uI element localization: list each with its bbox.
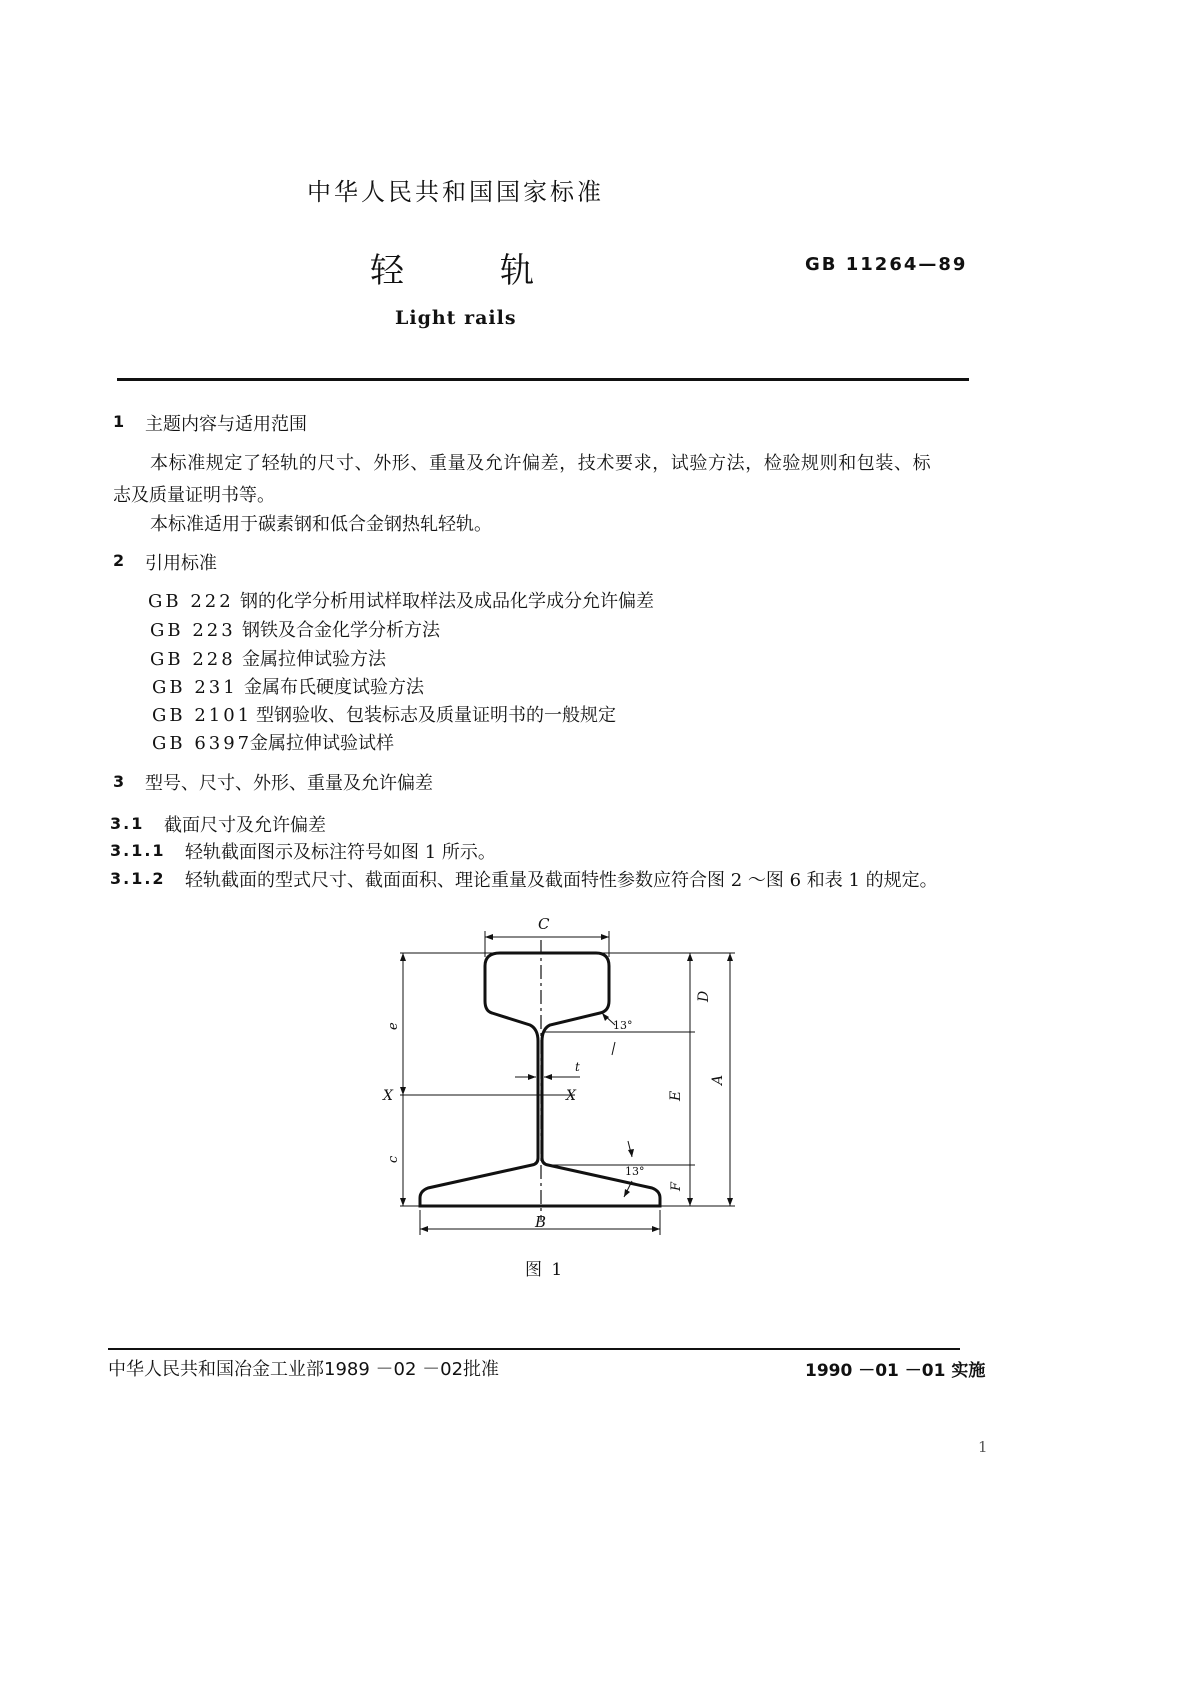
section-3-heading: 型号、尺寸、外形、重量及允许偏差 (145, 773, 433, 794)
reference-title: 金属拉伸试验试样 (250, 733, 394, 754)
reference-code: GB 6397 (152, 733, 253, 754)
reference-code: GB 231 (152, 677, 238, 698)
approval-statement: 中华人民共和国冶金工业部1989 －02 －02批准 (108, 1359, 500, 1380)
angle-label-bottom: 13° (625, 1165, 645, 1178)
section-1-para-1-line-1: 本标准规定了轻轨的尺寸、外形、重量及允许偏差，技术要求，试验方法，检验规则和包装、标 (150, 453, 932, 474)
clause-3-1-number: 3.1 (110, 814, 145, 833)
dim-label-e: E (668, 1090, 684, 1101)
section-2-heading: 引用标准 (145, 553, 217, 574)
dim-label-f: F (669, 1181, 684, 1191)
national-standard-title: 中华人民共和国国家标准 (307, 178, 604, 206)
reference-row (148, 587, 654, 613)
dim-label-c-lower: c (386, 1155, 401, 1163)
dim-label-a: A (710, 1074, 726, 1085)
reference-code: GB 2101 (152, 705, 253, 726)
reference-code: GB 222 (148, 591, 234, 612)
reference-row (150, 616, 440, 642)
section-1-number: 1 (113, 412, 125, 431)
dim-label-t: t (575, 1060, 580, 1074)
clause-3-1-2-text: 轻轨截面的型式尺寸、截面面积、理论重量及截面特性参数应符合图 2 ～图 6 和表 1 的规定。 (185, 870, 938, 891)
reference-title: 钢的化学分析用试样取样法及成品化学成分允许偏差 (240, 591, 654, 612)
reference-title: 金属布氏硬度试验方法 (244, 677, 424, 698)
section-2-number: 2 (113, 551, 125, 570)
angle-label-top: 13° (613, 1019, 633, 1032)
reference-row (152, 673, 424, 699)
reference-title: 金属拉伸试验方法 (242, 649, 386, 670)
figure-caption: 图 1 (525, 1260, 565, 1280)
section-1-para-1-line-2: 志及质量证明书等。 (113, 485, 275, 506)
effective-date: 1990 －01 －01 实施 (805, 1361, 986, 1381)
page-number: 1 (978, 1438, 988, 1456)
dim-label-c: C (538, 915, 550, 933)
rail-profile (420, 953, 660, 1206)
dim-label-b: B (535, 1213, 547, 1231)
clause-3-1-2-number: 3.1.2 (110, 869, 166, 888)
dim-label-d: D (696, 990, 712, 1002)
section-1-para-2: 本标准适用于碳素钢和低合金钢热轧轻轨。 (150, 514, 492, 535)
reference-row (152, 729, 394, 755)
reference-title: 型钢验收、包装标志及质量证明书的一般规定 (256, 705, 616, 726)
dim-label-e-lower: e (386, 1022, 401, 1030)
footer-rule (108, 1348, 960, 1350)
header-rule (117, 378, 969, 381)
clause-3-1-1-number: 3.1.1 (110, 841, 166, 860)
clause-3-1-text: 截面尺寸及允许偏差 (164, 815, 326, 836)
reference-row (152, 701, 616, 727)
reference-row (150, 645, 386, 671)
reference-code: GB 223 (150, 620, 236, 641)
document-title-char-1: 轻 (370, 251, 404, 291)
axis-label-x-left: X (383, 1088, 393, 1104)
standard-code: GB 11264—89 (805, 254, 968, 275)
rail-cross-section-figure (370, 905, 790, 1245)
document-title-char-2: 轨 (500, 251, 534, 291)
axis-label-x-right: X (566, 1088, 576, 1104)
english-title: Light rails (395, 307, 517, 329)
reference-title: 钢铁及合金化学分析方法 (242, 620, 440, 641)
section-1-heading: 主题内容与适用范围 (145, 414, 307, 435)
reference-code: GB 228 (150, 649, 236, 670)
section-3-number: 3 (113, 772, 125, 791)
clause-3-1-1-text: 轻轨截面图示及标注符号如图 1 所示。 (185, 842, 496, 863)
